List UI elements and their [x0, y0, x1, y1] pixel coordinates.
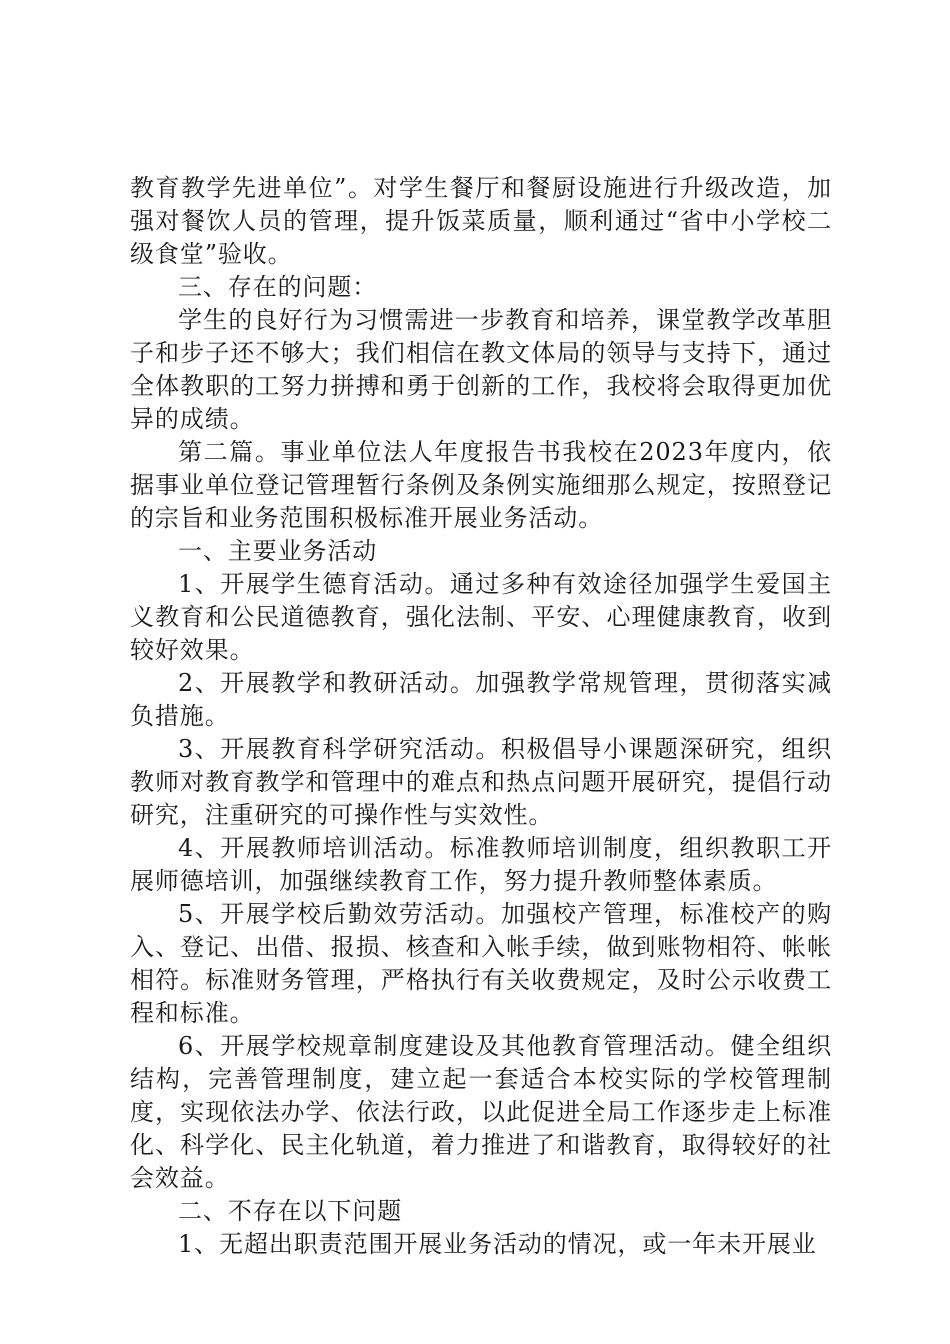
section-heading-problems: 三、存在的问题：: [178, 273, 378, 301]
list-item-teacher-training: 4、开展教师培训活动。标准教师培训制度，组织教职工开展师德培训，加强继续教育工作，努力提升教师整体素质。: [130, 834, 832, 895]
section-heading-no-problems: 二、不存在以下问题: [178, 1197, 403, 1225]
paragraph-part-two-intro: 第二篇。事业单位法人年度报告书我校在2023年度内，依据事业单位登记管理暂行条例及条例实施细那么规定，按照登记的宗旨和业务范围积极标准开展业务活动。: [130, 438, 832, 532]
list-item-science-research: 3、开展教育科学研究活动。积极倡导小课题深研究，组织教师对教育教学和管理中的难点和热点问题开展研究，提倡行动研究，注重研究的可操作性与实效性。: [130, 735, 832, 829]
paragraph-continuation: 教育教学先进单位”。对学生餐厅和餐厨设施进行升级改造，加强对餐饮人员的管理，提升饭菜质量，顺利通过“省中小学校二级食堂”验收。: [130, 174, 832, 268]
list-item-teaching-research: 2、开展教学和教研活动。加强教学常规管理，贯彻落实减负措施。: [130, 669, 832, 730]
list-item-moral-education: 1、开展学生德育活动。通过多种有效途径加强学生爱国主义教育和公民道德教育，强化法制、平安、心理健康教育，收到较好效果。: [130, 570, 832, 664]
section-heading-main-activities: 一、主要业务活动: [178, 537, 378, 565]
document-page: [130, 172, 832, 1261]
list-item-logistics: 5、开展学校后勤效劳活动。加强校产管理，标准校产的购入、登记、出借、报损、核查和入帐手续，做到账物相符、帐帐相符。标准财务管理，严格执行有关收费规定，及时公示收费工程和标准。: [130, 900, 832, 1027]
list-item-scope: 1、无超出职责范围开展业务活动的情况，或一年未开展业: [178, 1230, 817, 1258]
paragraph-problems: 学生的良好行为习惯需进一步教育和培养，课堂教学改革胆子和步子还不够大；我们相信在教文体局的领导与支持下，通过全体教职的工努力拼搏和勇于创新的工作，我校将会取得更加优异的成绩。: [130, 306, 832, 433]
list-item-regulations: 6、开展学校规章制度建设及其他教育管理活动。健全组织结构，完善管理制度，建立起一套适合本校实际的学校管理制度，实现依法办学、依法行政，以此促进全局工作逐步走上标准化、科学化、民主化轨道，着力推进了和谐教育，取得较好的社会效益。: [130, 1032, 832, 1192]
